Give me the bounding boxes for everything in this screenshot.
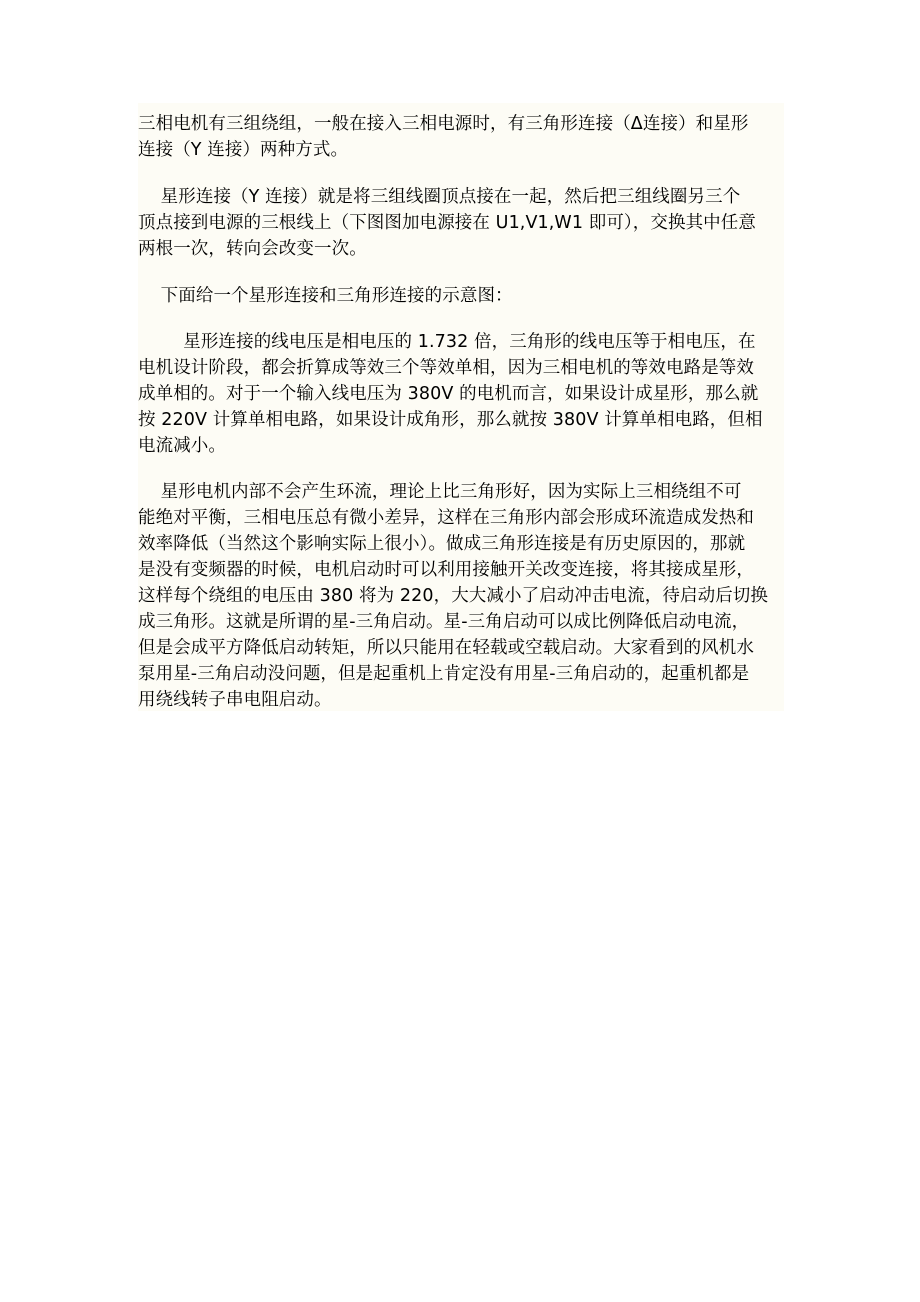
paragraph-intro: [138, 111, 748, 163]
text-line: 能绝对平衡，三相电压总有微小差异，这样在三角形内部会形成环流造成发热和: [138, 508, 754, 528]
text-line: 星形连接（Y 连接）就是将三组线圈顶点接在一起，然后把三组线圈另三个: [138, 187, 741, 207]
text-line: 但是会成平方降低启动转矩，所以只能用在轻载或空载启动。大家看到的风机水: [138, 638, 754, 658]
text-line: 这样每个绕组的电压由 380 将为 220，大大减小了启动冲击电流，待启动后切换: [138, 586, 768, 606]
text-line: 两根一次，转向会改变一次。: [138, 239, 367, 259]
paragraph-voltage: [138, 329, 763, 459]
text-line: 按 220V 计算单相电路，如果设计成角形，那么就按 380V 计算单相电路，但相: [138, 410, 763, 430]
text-line: 顶点接到电源的三根线上（下图图加电源接在 U1,V1,W1 即可），交换其中任意: [138, 213, 756, 233]
text-line: 电机设计阶段，都会折算成等效三个等效单相，因为三相电机的等效电路是等效: [138, 358, 754, 378]
text-line: 成三角形。这就是所谓的星-三角启动。星-三角启动可以成比例降低启动电流，: [138, 612, 750, 632]
text-line: 星形连接的线电压是相电压的 1.732 倍，三角形的线电压等于相电压，在: [138, 332, 756, 352]
document-content: [138, 103, 784, 711]
text-line: 成单相的。对于一个输入线电压为 380V 的电机而言，如果设计成星形，那么就: [138, 384, 759, 404]
paragraph-star-delta-start: [138, 479, 768, 713]
text-line: 电流减小。: [138, 436, 226, 456]
text-line: 三相电机有三组绕组，一般在接入三相电源时，有三角形连接（Δ连接）和星形: [138, 114, 749, 134]
paragraph-star-connection: [138, 184, 756, 262]
paragraph-diagram-intro: [138, 283, 513, 309]
text-line: 用绕线转子串电阻启动。: [138, 690, 332, 710]
text-line: 效率降低（当然这个影响实际上很小）。做成三角形连接是有历史原因的，那就: [138, 534, 746, 554]
text-line: 连接（Y 连接）两种方式。: [138, 140, 349, 160]
text-line: 星形电机内部不会产生环流，理论上比三角形好，因为实际上三相绕组不可: [138, 482, 742, 502]
text-line: 泵用星-三角启动没问题，但是起重机上肯定没有用星-三角启动的，起重机都是: [138, 664, 750, 684]
text-line: 下面给一个星形连接和三角形连接的示意图：: [138, 286, 513, 306]
text-line: 是没有变频器的时候，电机启动时可以利用接触开关改变连接，将其接成星形，: [138, 560, 754, 580]
